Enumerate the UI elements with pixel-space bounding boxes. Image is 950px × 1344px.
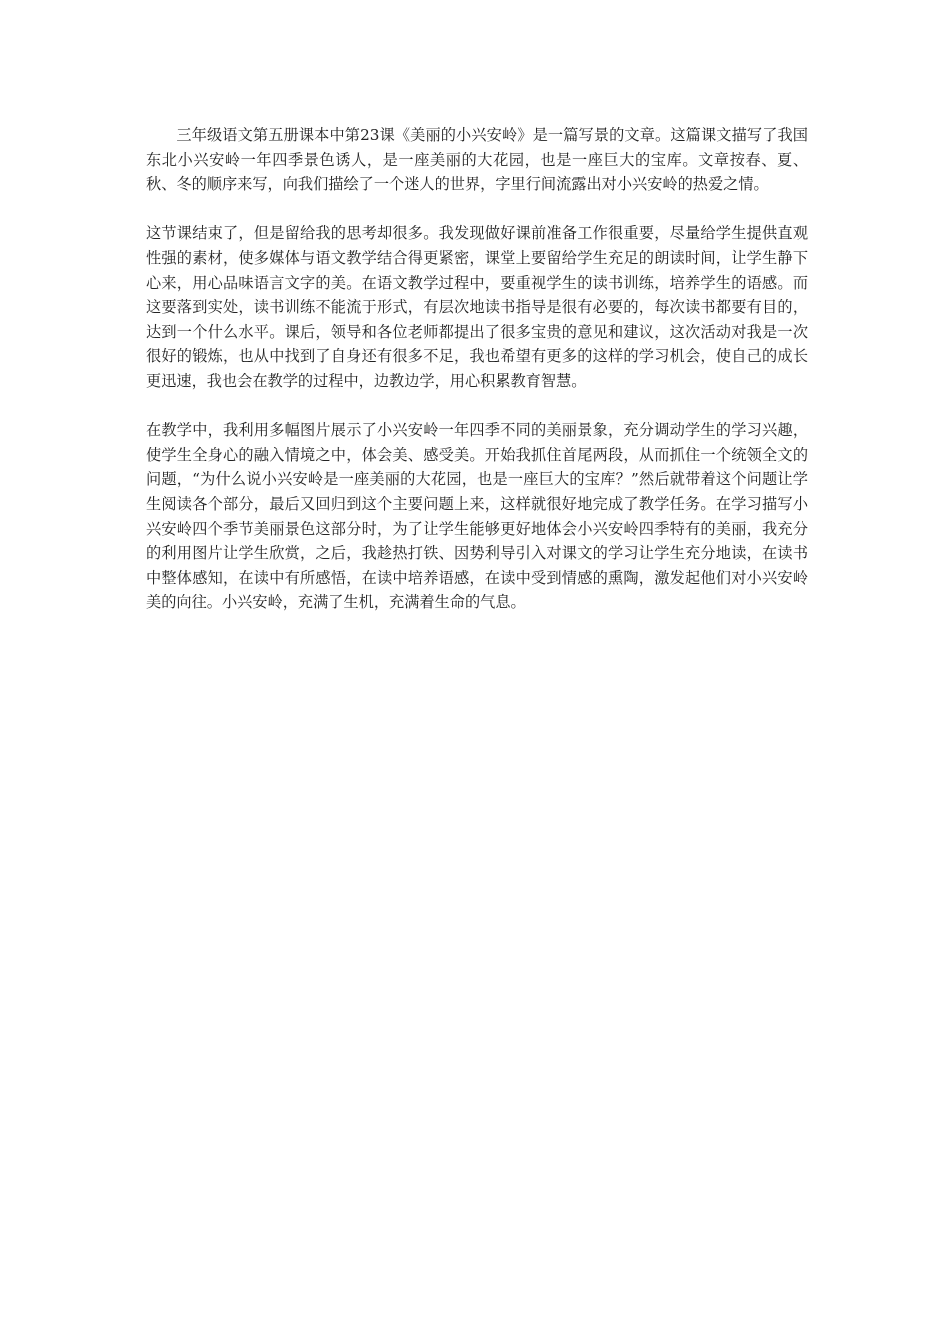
paragraph-intro: 三年级语文第五册课本中第23课《美丽的小兴安岭》是一篇写景的文章。这篇课文描写了我国东北小兴安岭一年四季景色诱人，是一座美丽的大花园，也是一座巨大的宝库。文章按春、夏、秋、冬的顺序来写，向我们描绘了一个迷人的世界，字里行间流露出对小兴安岭的热爱之情。 bbox=[146, 126, 808, 194]
paragraph-reflection: 这节课结束了，但是留给我的思考却很多。我发现做好课前准备工作很重要，尽量给学生提供直观性强的素材，使多媒体与语文教学结合得更紧密，课堂上要留给学生充足的朗读时间，让学生静下心来，用心品味语言文字的美。在语文教学过程中，要重视学生的读书训练，培养学生的语感。而这要落到实处，读书训练不能流于形式，有层次地读书指导是很有必要的，每次读书都要有目的，达到一个什么水平。课后，领导和各位老师都提出了很多宝贵的意见和建议，这次活动对我是一次很好的锻炼，也从中找到了自身还有很多不足，我也希望有更多的这样的学习机会，使自己的成长更迅速，我也会在教学的过程中，边教边学，用心积累教育智慧。 bbox=[146, 224, 808, 390]
document-body bbox=[146, 123, 808, 615]
paragraph-teaching-process: 在教学中，我利用多幅图片展示了小兴安岭一年四季不同的美丽景象，充分调动学生的学习兴趣，使学生全身心的融入情境之中，体会美、感受美。开始我抓住首尾两段，从而抓住一个统领全文的问题，“为什么说小兴安岭是一座美丽的大花园，也是一座巨大的宝库？”然后就带着这个问题让学生阅读各个部分，最后又回归到这个主要问题上来，这样就很好地完成了教学任务。在学习描写小兴安岭四个季节美丽景色这部分时，为了让学生能够更好地体会小兴安岭四季特有的美丽，我充分的利用图片让学生欣赏，之后，我趁热打铁、因势利导引入对课文的学习让学生充分地读，在读书中整体感知，在读中有所感悟，在读中培养语感，在读中受到情感的熏陶，激发起他们对小兴安岭美的向往。小兴安岭，充满了生机，充满着生命的气息。 bbox=[146, 421, 808, 612]
